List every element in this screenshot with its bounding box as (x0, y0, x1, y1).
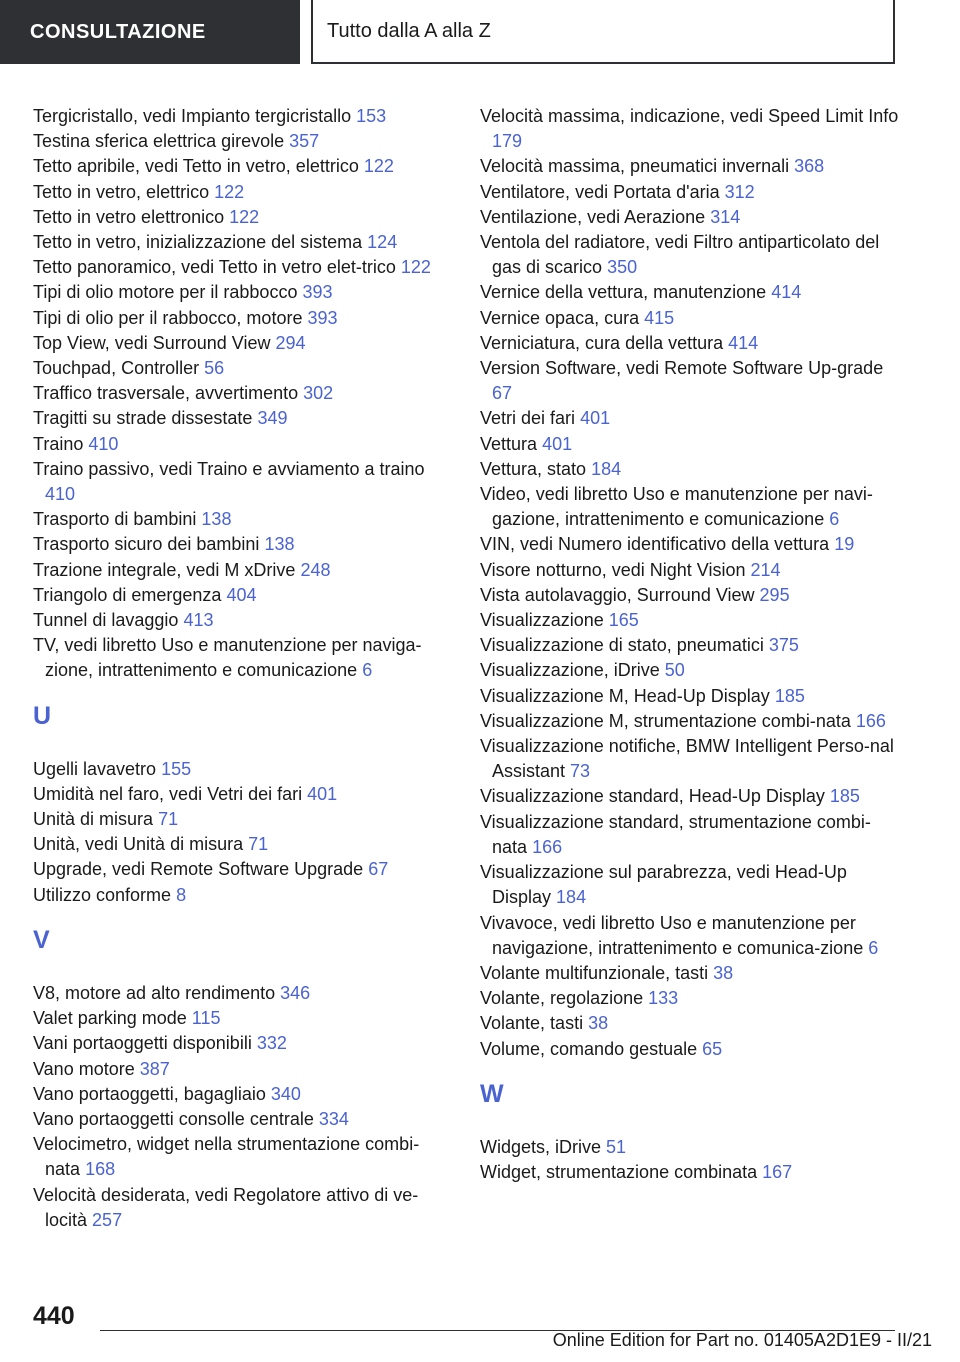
index-entry (33, 832, 453, 857)
index-entry-page-link[interactable]: 414 (728, 332, 759, 353)
index-entry-term: Triangolo di emergenza (33, 584, 222, 605)
index-entry-page-link[interactable]: 6 (868, 937, 879, 958)
index-entry (480, 558, 900, 583)
index-entry (480, 104, 900, 154)
index-entry (33, 406, 453, 431)
index-entry-term: Velocità massima, indicazione, vedi Speed Limit Info (480, 106, 899, 126)
index-entry-term: Vani portaoggetti disponibili (33, 1033, 252, 1054)
index-entry-page-link[interactable]: 375 (768, 635, 799, 656)
index-entry (33, 457, 453, 507)
index-entry-term: Tetto apribile, vedi Tetto in vetro, elettrico (33, 156, 359, 177)
index-entry-page-link[interactable]: 138 (201, 509, 232, 530)
index-entry (33, 583, 453, 608)
index-entry (480, 658, 900, 683)
index-entry-term: Velocimetro, widget nella strumentazione combi-nata (33, 1134, 420, 1180)
index-entry-page-link[interactable]: 8 (176, 884, 187, 905)
index-entry (33, 1183, 453, 1233)
index-entry-page-link[interactable]: 393 (307, 307, 338, 328)
index-entry-page-link[interactable]: 410 (88, 433, 119, 454)
index-entry-page-link[interactable]: 401 (307, 783, 338, 804)
index-entry-term: Vano portaoggetti, bagagliaio (33, 1083, 266, 1104)
index-entry (33, 782, 453, 807)
index-entry-page-link[interactable]: 51 (606, 1136, 627, 1157)
index-entry-page-link[interactable]: 133 (648, 988, 679, 1009)
index-entry (33, 129, 453, 154)
index-entry-page-link[interactable]: 332 (256, 1033, 287, 1054)
index-entry-term: Tetto in vetro elettronico (33, 206, 225, 227)
index-entry (33, 807, 453, 832)
index-entry (480, 532, 900, 557)
index-entry (33, 381, 453, 406)
index-entry-page-link[interactable]: 50 (664, 660, 685, 681)
index-entry-term: Testina sferica elettrica girevole (33, 131, 285, 152)
index-entry (480, 860, 900, 910)
index-entry-term: V8, motore ad alto rendimento (33, 982, 276, 1003)
index-entry-term: Vettura (480, 433, 538, 454)
index-entry-term: Visualizzazione, iDrive (480, 660, 660, 681)
index-entry (480, 154, 900, 179)
index-entry-page-link[interactable]: 340 (270, 1083, 301, 1104)
index-entry (33, 507, 453, 532)
index-entry-page-link[interactable]: 155 (161, 758, 192, 779)
index-entry-page-link[interactable]: 122 (214, 181, 245, 202)
index-entry (33, 255, 453, 280)
index-entry (33, 331, 453, 356)
index-entry-page-link[interactable]: 138 (264, 534, 295, 555)
index-entry-page-link[interactable]: 38 (588, 1013, 609, 1034)
page-number: 440 (33, 1302, 75, 1330)
index-entry-page-link[interactable]: 71 (158, 809, 179, 830)
index-entry-page-link[interactable]: 410 (45, 484, 76, 505)
index-entry-term: Ventola del radiatore, vedi Filtro antiparticolato del gas di scarico (480, 232, 880, 278)
index-entry (33, 857, 453, 882)
index-entry-page-link[interactable]: 414 (771, 282, 802, 303)
index-entry-page-link[interactable]: 56 (204, 358, 225, 379)
index-entry-page-link[interactable]: 124 (367, 232, 398, 253)
index-entry-term: Vivavoce, vedi libretto Uso e manutenzione per navigazione, intrattenimento e comunica-zione (480, 912, 864, 958)
index-entry-term: Visualizzazione standard, Head-Up Display (480, 786, 825, 807)
index-entry-page-link[interactable]: 168 (85, 1159, 116, 1180)
index-entry-term: Upgrade, vedi Remote Software Upgrade (33, 859, 364, 880)
index-entry (480, 961, 900, 986)
index-entry-term: Volante multifunzionale, tasti (480, 962, 709, 983)
index-entry (480, 406, 900, 431)
index-entry (480, 230, 900, 280)
index-entry (33, 205, 453, 230)
index-entry-page-link[interactable]: 38 (713, 962, 734, 983)
index-entry-term: Volante, regolazione (480, 988, 644, 1009)
index-entry (33, 608, 453, 633)
index-entry-term: Unità di misura (33, 809, 154, 830)
index-entry-page-link[interactable]: 153 (356, 106, 387, 126)
index-entry (480, 1037, 900, 1062)
index-entry-term: Tipi di olio per il rabbocco, motore (33, 307, 303, 328)
index-entry-term: Visualizzazione standard, strumentazione combi-nata (480, 811, 871, 857)
index-entry-page-link[interactable]: 115 (191, 1008, 221, 1029)
index-entry-term: Tergicristallo, vedi Impianto tergicristallo (33, 106, 352, 126)
index-letter-heading: V (33, 925, 50, 954)
index-entry (33, 306, 453, 331)
index-entry-page-link[interactable]: 185 (774, 685, 805, 706)
index-entry-term: Tetto panoramico, vedi Tetto in vetro elet-trico (33, 257, 396, 278)
index-entry-page-link[interactable]: 184 (591, 458, 622, 479)
index-entry-page-link[interactable]: 166 (532, 836, 563, 857)
index-entry-page-link[interactable]: 357 (289, 131, 320, 152)
index-entry-term: Velocità massima, pneumatici invernali (480, 156, 790, 177)
index-column-left (33, 104, 453, 1233)
index-entry (480, 911, 900, 961)
index-column-right (480, 104, 900, 1185)
index-entry-page-link[interactable]: 214 (750, 559, 781, 580)
index-entry (480, 734, 900, 784)
index-entry (480, 709, 900, 734)
index-entry (33, 1107, 453, 1132)
index-entry (480, 810, 900, 860)
index-entry-term: Visualizzazione (480, 610, 604, 631)
index-entry-term: Ventilazione, vedi Aerazione (480, 206, 706, 227)
index-entry (33, 532, 453, 557)
index-entry-term: Visualizzazione M, strumentazione combi-nata (480, 710, 851, 731)
index-entry-term: Vano portaoggetti consolle centrale (33, 1108, 314, 1129)
index-entry (33, 1031, 453, 1056)
index-entry (33, 432, 453, 457)
index-entry-page-link[interactable]: 19 (834, 534, 855, 555)
index-entry (33, 981, 453, 1006)
index-letter-heading: U (33, 701, 52, 730)
section-tab[interactable]: CONSULTAZIONE (0, 0, 300, 64)
index-entry (480, 180, 900, 205)
index-entry-page-link[interactable]: 6 (362, 660, 373, 681)
index-entry-page-link[interactable]: 179 (492, 131, 523, 152)
index-entry (480, 280, 900, 305)
index-entry-page-link[interactable]: 415 (644, 307, 675, 328)
index-entry-term: Tetto in vetro, elettrico (33, 181, 210, 202)
index-entry (480, 1135, 900, 1160)
index-entry-page-link[interactable]: 122 (400, 257, 431, 278)
index-entry (33, 558, 453, 583)
index-entry (480, 432, 900, 457)
chapter-tab[interactable]: Tutto dalla A alla Z (311, 0, 895, 64)
index-entry-page-link[interactable]: 334 (318, 1108, 349, 1129)
index-entry (33, 356, 453, 381)
index-entry-term: TV, vedi libretto Uso e manutenzione per naviga-zione, intrattenimento e comunicazione (33, 635, 422, 681)
index-entry-term: Video, vedi libretto Uso e manutenzione per navi-gazione, intrattenimento e comunicazione (480, 484, 873, 530)
index-entry (33, 1006, 453, 1031)
index-entry-page-link[interactable]: 67 (492, 383, 513, 404)
index-entry-term: Vetri dei fari (480, 408, 576, 429)
index-entry-page-link[interactable]: 404 (226, 584, 257, 605)
index-entry (480, 205, 900, 230)
index-entry-term: Traino passivo, vedi Traino e avviamento a traino (33, 458, 425, 479)
index-entry-term: Utilizzo conforme (33, 884, 172, 905)
index-entry (33, 180, 453, 205)
index-entry (480, 1160, 900, 1185)
index-entry (33, 757, 453, 782)
index-entry-page-link[interactable]: 368 (794, 156, 825, 177)
index-entry-term: Vano motore (33, 1058, 135, 1079)
index-entry-page-link[interactable]: 6 (829, 509, 840, 530)
index-entry-page-link[interactable]: 122 (363, 156, 394, 177)
index-entry-term: Volante, tasti (480, 1013, 584, 1034)
index-entry-page-link[interactable]: 314 (710, 206, 741, 227)
index-entry (33, 883, 453, 908)
index-entry-term: Tunnel di lavaggio (33, 610, 179, 631)
index-entry-term: Vernice della vettura, manutenzione (480, 282, 767, 303)
index-entry-term: Version Software, vedi Remote Software Up-grade (480, 358, 884, 379)
index-entry-term: Trasporto sicuro dei bambini (33, 534, 260, 555)
index-entry-term: Vettura, stato (480, 458, 587, 479)
index-entry-page-link[interactable]: 73 (570, 761, 591, 782)
index-entry (33, 1057, 453, 1082)
index-entry-term: Vista autolavaggio, Surround View (480, 584, 755, 605)
index-entry-page-link[interactable]: 295 (759, 584, 790, 605)
index-entry (33, 154, 453, 179)
index-entry-term: Tipi di olio motore per il rabbocco (33, 282, 298, 303)
index-entry-page-link[interactable]: 294 (275, 332, 306, 353)
index-entry (480, 608, 900, 633)
index-entry-term: Ventilatore, vedi Portata d'aria (480, 181, 720, 202)
index-entry-page-link[interactable]: 349 (257, 408, 288, 429)
index-entry-term: Visualizzazione sul parabrezza, vedi Head-Up Display (480, 862, 847, 908)
index-entry (33, 280, 453, 305)
index-entry-page-link[interactable]: 166 (855, 710, 886, 731)
index-entry-term: Visualizzazione notifiche, BMW Intelligent Perso-nal Assistant (480, 736, 894, 782)
index-entry (480, 633, 900, 658)
index-entry (480, 482, 900, 532)
index-entry-page-link[interactable]: 302 (303, 383, 334, 404)
index-entry (480, 684, 900, 709)
index-entry-term: Trazione integrale, vedi M xDrive (33, 559, 296, 580)
index-entry-page-link[interactable]: 184 (556, 887, 587, 908)
index-entry-page-link[interactable]: 71 (248, 834, 269, 855)
index-entry-page-link[interactable]: 312 (724, 181, 755, 202)
index-entry-page-link[interactable]: 257 (92, 1209, 123, 1230)
index-entry-page-link[interactable]: 346 (280, 982, 311, 1003)
index-entry-term: Top View, vedi Surround View (33, 332, 271, 353)
index-entry-term: Verniciatura, cura della vettura (480, 332, 724, 353)
index-entry-term: Ugelli lavavetro (33, 758, 157, 779)
index-entry-page-link[interactable]: 413 (183, 610, 214, 631)
index-entry-term: Unità, vedi Unità di misura (33, 834, 244, 855)
index-entry-page-link[interactable]: 67 (368, 859, 389, 880)
index-entry-term: VIN, vedi Numero identificativo della vettura (480, 534, 830, 555)
index-entry-term: Tetto in vetro, inizializzazione del sistema (33, 232, 363, 253)
index-entry-term: Vernice opaca, cura (480, 307, 640, 328)
index-entry-page-link[interactable]: 167 (762, 1161, 793, 1182)
footer-edition: Online Edition for Part no. 01405A2D1E9 - II/21 (552, 1330, 932, 1350)
index-entry-term: Velocità desiderata, vedi Regolatore attivo di ve-locità (33, 1184, 419, 1230)
index-entry (480, 331, 900, 356)
index-entry-term: Widgets, iDrive (480, 1136, 602, 1157)
index-entry (480, 1011, 900, 1036)
index-entry-page-link[interactable]: 387 (139, 1058, 170, 1079)
index-entry-page-link[interactable]: 122 (229, 206, 260, 227)
index-entry (480, 457, 900, 482)
index-entry-term: Traino (33, 433, 84, 454)
index-letter-heading: W (480, 1079, 504, 1108)
index-entry-term: Traffico trasversale, avvertimento (33, 383, 299, 404)
index-entry-term: Widget, strumentazione combinata (480, 1161, 758, 1182)
index-entry-term: Visualizzazione M, Head-Up Display (480, 685, 770, 706)
index-entry-page-link[interactable]: 350 (607, 257, 638, 278)
index-entry (33, 633, 453, 683)
page-header (0, 0, 960, 66)
index-entry (33, 1082, 453, 1107)
index-entry-term: Valet parking mode (33, 1008, 187, 1029)
index-entry-page-link[interactable]: 393 (302, 282, 333, 303)
index-entry-page-link[interactable]: 65 (702, 1038, 723, 1059)
index-entry (33, 1132, 453, 1182)
index-entry-term: Trasporto di bambini (33, 509, 197, 530)
index-entry-page-link[interactable]: 248 (300, 559, 331, 580)
index-entry-page-link[interactable]: 165 (608, 610, 639, 631)
index-entry (33, 230, 453, 255)
index-entry-term: Volume, comando gestuale (480, 1038, 698, 1059)
index-entry (480, 306, 900, 331)
index-entry (33, 104, 453, 129)
index-entry-term: Visore notturno, vedi Night Vision (480, 559, 746, 580)
index-entry-page-link[interactable]: 401 (542, 433, 573, 454)
index-entry (480, 583, 900, 608)
index-entry-term: Tragitti su strade dissestate (33, 408, 253, 429)
index-entry (480, 986, 900, 1011)
index-entry (480, 784, 900, 809)
index-entry (480, 356, 900, 406)
index-entry-page-link[interactable]: 185 (829, 786, 860, 807)
index-entry-term: Umidità nel faro, vedi Vetri dei fari (33, 783, 303, 804)
index-entry-page-link[interactable]: 401 (580, 408, 611, 429)
index-entry-term: Touchpad, Controller (33, 358, 200, 379)
index-entry-term: Visualizzazione di stato, pneumatici (480, 635, 764, 656)
